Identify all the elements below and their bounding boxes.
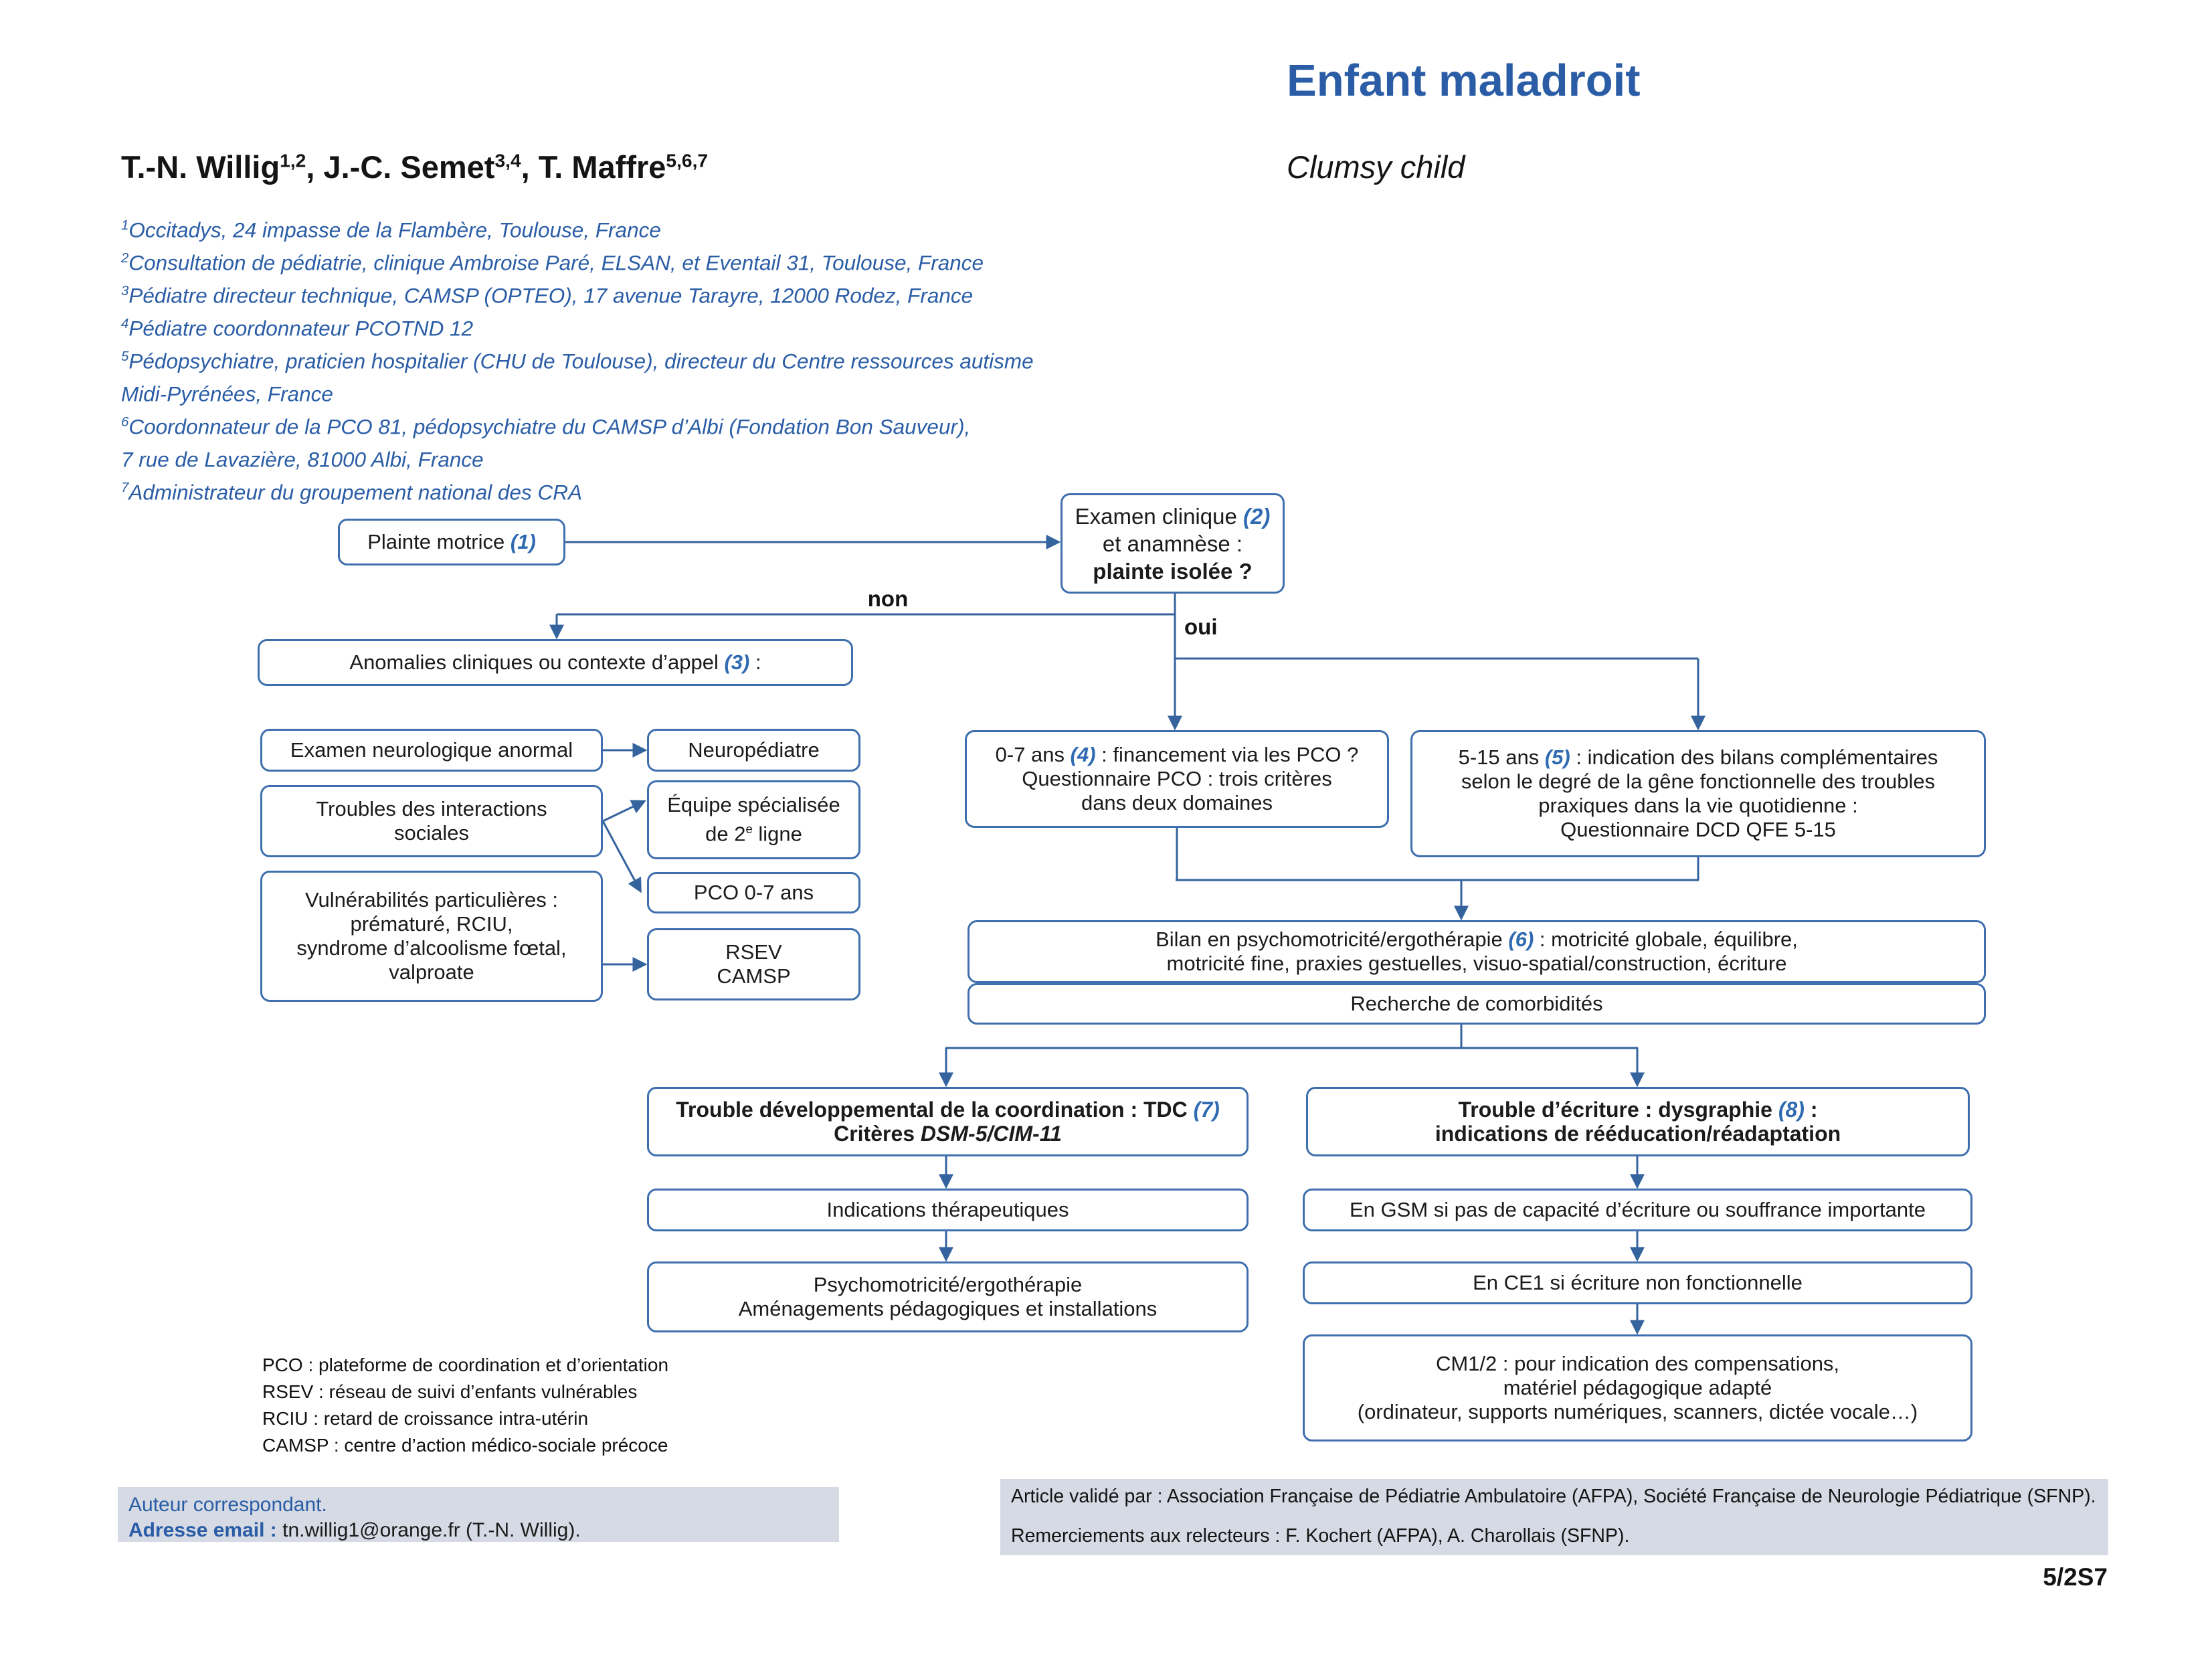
flow-box-plainte-motrice <box>338 519 565 565</box>
validation-text: Article validé par : Association Française de Pédiatrie Ambulatoire (AFPA), Société Française de Neurologie Pédiatrique (SFNP). <box>1011 1486 2096 1507</box>
flow-box-examen-clinique <box>1061 493 1285 594</box>
step-number: (8) <box>1778 1098 1805 1122</box>
box-text: En GSM si pas de capacité d’écriture ou souffrance importante <box>1350 1198 1926 1221</box>
box-text: (ordinateur, supports numériques, scanners, dictée vocale…) <box>1357 1400 1918 1423</box>
box-text: dans deux domaines <box>1081 791 1273 814</box>
flow-box-pco-0-7-ans <box>647 872 860 913</box>
flow-box-en-gsm <box>1303 1189 1972 1231</box>
page-title-english: Clumsy child <box>1287 149 1465 185</box>
affiliation-line <box>121 408 1034 441</box>
affiliation-line <box>121 343 1034 375</box>
box-text: matériel pédagogique adapté <box>1503 1376 1772 1399</box>
box-text: En CE1 si écriture non fonctionnelle <box>1473 1271 1803 1294</box>
box-text: CM1/2 : pour indication des compensations, <box>1435 1352 1840 1375</box>
affiliation-text: Coordonnateur de la PCO 81, pédopsychiatre du CAMSP d’Albi (Fondation Bon Sauveur), <box>128 414 971 439</box>
step-number: (3) <box>724 650 750 674</box>
affiliation-text: Administrateur du groupement national des CRA <box>128 480 583 505</box>
corresponding-author-label: Auteur correspondant. <box>128 1494 327 1516</box>
step-number: (4) <box>1070 743 1096 766</box>
flow-box-examen-neurologique <box>260 729 603 772</box>
box-text: et anamnèse : <box>1102 531 1243 556</box>
flow-box-en-ce1 <box>1303 1261 1972 1304</box>
flow-box-recherche-comorbidites <box>967 983 1986 1025</box>
affiliation-line <box>121 244 1034 277</box>
affiliation-line <box>121 441 1034 474</box>
step-number: (7) <box>1193 1098 1220 1122</box>
flow-box-tdc <box>647 1087 1249 1156</box>
box-text: plainte isolée ? <box>1093 558 1253 584</box>
box-text: Troubles des interactions <box>316 797 547 820</box>
box-text: praxiques dans la vie quotidienne : <box>1538 794 1858 817</box>
affiliation-number: 2 <box>121 250 129 266</box>
acknowledgements-text: Remerciements aux relecteurs : F. Kochert (AFPA), A. Charollais (SFNP). <box>1011 1525 1630 1547</box>
flow-box-dysgraphie <box>1306 1087 1970 1156</box>
box-text: Examen clinique <box>1075 503 1243 529</box>
box-text: ligne <box>752 822 802 846</box>
box-text: selon le degré de la gêne fonctionnelle des troubles <box>1461 770 1936 793</box>
box-text: Neuropédiatre <box>688 738 820 762</box>
affiliation-number: 3 <box>121 283 129 298</box>
affiliation-number: 4 <box>121 316 129 331</box>
affiliation-number: 5 <box>121 349 129 364</box>
box-text: Recherche de comorbidités <box>1350 992 1603 1015</box>
author-1-affiliation-refs: 1,2 <box>280 149 306 171</box>
legend-line: RCIU : retard de croissance intra-utérin <box>262 1408 589 1429</box>
affiliation-line <box>121 277 1034 310</box>
box-text: PCO 0-7 ans <box>693 881 814 904</box>
box-text: 0-7 ans <box>995 743 1071 766</box>
page-number: 5/2S7 <box>2043 1563 2108 1591</box>
box-text: Bilan en psychomotricité/ergothérapie <box>1156 928 1509 951</box>
page-title-french: Enfant maladroit <box>1287 56 1641 106</box>
flow-box-psychomotricite-amenagements <box>647 1261 1249 1332</box>
box-text: Questionnaire PCO : trois critères <box>1022 767 1332 790</box>
flow-box-troubles-interactions <box>260 785 603 857</box>
authors-line <box>121 149 708 185</box>
box-text: de 2 <box>705 822 746 846</box>
affiliation-line <box>121 375 1034 408</box>
step-number: (5) <box>1544 746 1570 769</box>
flow-box-5-15-ans-bilans <box>1410 730 1986 857</box>
abbreviations-legend <box>262 1352 668 1459</box>
affiliation-text: 7 rue de Lavazière, 81000 Albi, France <box>121 447 484 472</box>
flow-box-0-7-ans-financement <box>965 730 1389 828</box>
affiliation-number: 7 <box>121 480 129 495</box>
step-number: (2) <box>1242 503 1271 529</box>
legend-line: CAMSP : centre d’action médico-sociale précoce <box>262 1435 668 1456</box>
box-text: DSM-5/CIM-11 <box>920 1122 1062 1146</box>
flow-box-anomalies-cliniques <box>258 639 853 686</box>
box-text: CAMSP <box>717 964 791 988</box>
legend-line: RSEV : réseau de suivi d’enfants vulnérables <box>262 1381 638 1402</box>
email-label: Adresse email : <box>128 1519 277 1541</box>
box-text: Équipe spécialisée <box>667 793 840 817</box>
flow-box-indications-therapeutiques <box>647 1189 1249 1231</box>
affiliation-text: Pédiatre coordonnateur PCOTND 12 <box>128 316 474 341</box>
flow-box-equipe-specialisee <box>647 780 860 859</box>
box-text: Trouble d’écriture : dysgraphie <box>1458 1098 1778 1122</box>
box-text: syndrome d’alcoolisme fœtal, <box>296 936 567 960</box>
flow-box-bilan-psychomotricite <box>967 920 1986 983</box>
affiliation-text: Midi-Pyrénées, France <box>121 381 333 406</box>
box-text: Anomalies cliniques ou contexte d’appel <box>349 650 725 674</box>
flow-box-rsev-camsp <box>647 928 860 1000</box>
affiliation-text: Consultation de pédiatrie, clinique Ambroise Paré, ELSAN, et Eventail 31, Toulouse, France <box>128 250 984 275</box>
author-2-affiliation-refs: 3,4 <box>494 149 521 171</box>
ordinal-superscript: e <box>745 822 753 837</box>
affiliation-text: Pédiatre directeur technique, CAMSP (OPTEO), 17 avenue Tarayre, 12000 Rodez, France <box>128 283 974 308</box>
affiliation-number: 1 <box>121 217 129 233</box>
box-text: RSEV <box>725 940 782 964</box>
box-text: Psychomotricité/ergothérapie <box>813 1273 1083 1296</box>
box-text: valproate <box>389 960 474 984</box>
author-3-affiliation-refs: 5,6,7 <box>666 149 709 171</box>
affiliation-text: Occitadys, 24 impasse de la Flambère, Toulouse, France <box>128 217 661 242</box>
flow-box-neuropediatre <box>647 729 860 772</box>
affiliation-number: 6 <box>121 414 129 430</box>
box-text: sociales <box>394 821 469 845</box>
box-text: : financement via les PCO ? <box>1095 743 1359 766</box>
validation-panel <box>1000 1479 2108 1555</box>
step-number: (6) <box>1508 928 1534 951</box>
legend-line: PCO : plateforme de coordination et d’orientation <box>262 1355 669 1375</box>
flow-box-cm1-2-compensations <box>1303 1334 1972 1442</box>
affiliations-block <box>121 211 1034 507</box>
author-1: T.-N. Willig <box>121 149 280 185</box>
box-text: motricité fine, praxies gestuelles, visuo-spatial/construction, écriture <box>1166 952 1787 975</box>
box-text: Questionnaire DCD QFE 5-15 <box>1560 818 1836 841</box>
box-text: : indication des bilans complémentaires <box>1570 746 1938 769</box>
corresponding-author-panel <box>118 1487 839 1542</box>
affiliation-line <box>121 474 1034 507</box>
flow-box-vulnerabilites <box>260 871 603 1002</box>
box-text: indications de rééducation/réadaptation <box>1435 1122 1841 1146</box>
box-text: Trouble développemental de la coordination : TDC <box>676 1098 1194 1122</box>
step-number: (1) <box>510 530 536 553</box>
box-text: prématuré, RCIU, <box>350 912 513 936</box>
box-text: Examen neurologique anormal <box>290 738 573 762</box>
affiliation-line <box>121 310 1034 343</box>
box-text: : <box>749 650 761 674</box>
author-3: , T. Maffre <box>521 149 666 185</box>
box-text: Vulnérabilités particulières : <box>305 888 558 911</box>
box-text: Aménagements pédagogiques et installations <box>738 1297 1158 1320</box>
box-text: : motricité globale, équilibre, <box>1534 928 1798 951</box>
affiliation-text: Pédopsychiatre, praticien hospitalier (CHU de Toulouse), directeur du Centre ressources autisme <box>128 349 1034 373</box>
box-text: 5-15 ans <box>1458 746 1545 769</box>
branch-label-oui: oui <box>1184 614 1218 639</box>
box-text: Plainte motrice <box>367 530 511 553</box>
box-text: Indications thérapeutiques <box>826 1198 1069 1221</box>
affiliation-line <box>121 211 1034 244</box>
box-text: : <box>1804 1098 1818 1122</box>
box-text: Critères <box>834 1122 921 1146</box>
email-value: tn.willig1@orange.fr (T.-N. Willig). <box>276 1519 581 1541</box>
branch-label-non: non <box>867 586 909 611</box>
author-2: , J.-C. Semet <box>306 149 495 185</box>
